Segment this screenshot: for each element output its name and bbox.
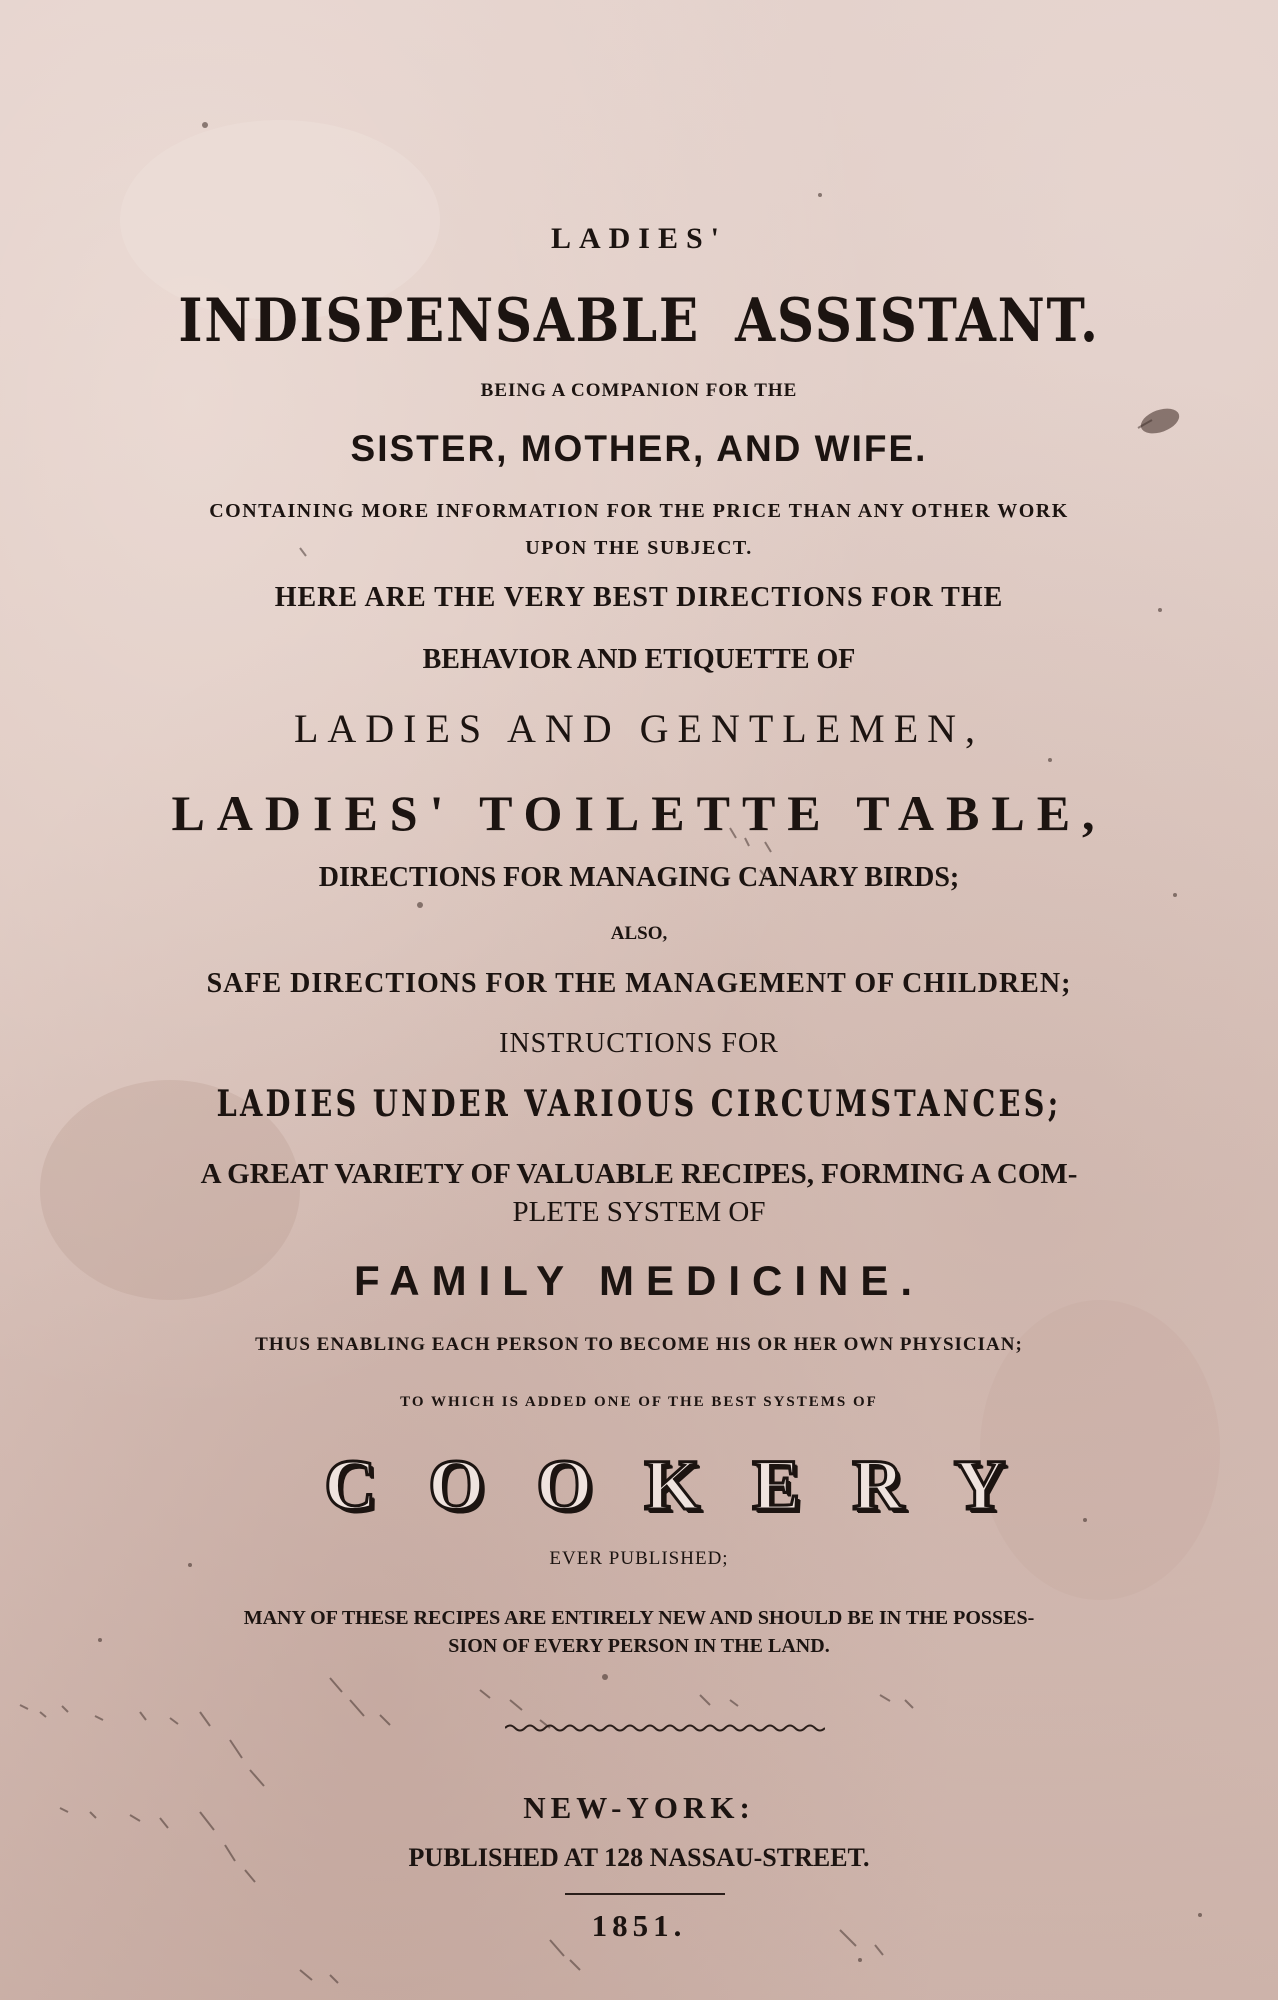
line-sister-mother-wife: SISTER, MOTHER, AND WIFE.: [350, 428, 928, 469]
imprint-city: NEW-YORK:: [523, 1790, 755, 1825]
line-family-medicine: FAMILY MEDICINE.: [353, 1257, 925, 1304]
line-ever-published: EVER PUBLISHED;: [549, 1548, 729, 1569]
line-ladies-under-circumstances: LADIES UNDER VARIOUS CIRCUMSTANCES;: [216, 1083, 1062, 1125]
line-ladies-and-gentlemen: LADIES AND GENTLEMEN,: [293, 706, 985, 751]
imprint-rule: [565, 1893, 725, 1895]
line-toilette-table: LADIES' TOILETTE TABLE,: [171, 785, 1107, 841]
line-best-directions: HERE ARE THE VERY BEST DIRECTIONS FOR THE: [274, 582, 1004, 613]
line-best-systems-of: TO WHICH IS ADDED ONE OF THE BEST SYSTEMS OF: [400, 1394, 878, 1410]
line-canary-birds: DIRECTIONS FOR MANAGING CANARY BIRDS;: [318, 862, 960, 893]
subtitle-ladies: LADIES': [550, 222, 728, 255]
line-complete-system: PLETE SYSTEM OF: [512, 1196, 766, 1228]
line-great-variety-recipes: A GREAT VARIETY OF VALUABLE RECIPES, FORMING A COM-: [200, 1158, 1078, 1190]
line-own-physician: THUS ENABLING EACH PERSON TO BECOME HIS OR HER OWN PHYSICIAN;: [255, 1334, 1023, 1355]
line-every-person: SION OF EVERY PERSON IN THE LAND.: [448, 1635, 830, 1657]
line-management-of-children: SAFE DIRECTIONS FOR THE MANAGEMENT OF CHILDREN;: [206, 968, 1072, 999]
line-cookery: COOKERY: [324, 1445, 1058, 1525]
line-being-companion: BEING A COMPANION FOR THE: [480, 380, 798, 401]
line-behavior-etiquette: BEHAVIOR AND ETIQUETTE OF: [422, 644, 856, 675]
line-upon-subject: UPON THE SUBJECT.: [525, 537, 753, 559]
line-also: ALSO,: [610, 923, 668, 944]
main-title: INDISPENSABLE ASSISTANT.: [178, 286, 1100, 356]
imprint-year: 1851.: [591, 1908, 687, 1943]
line-many-recipes-new: MANY OF THESE RECIPES ARE ENTIRELY NEW AND SHOULD BE IN THE POSSES-: [243, 1607, 1035, 1629]
line-instructions-for: INSTRUCTIONS FOR: [499, 1028, 779, 1059]
line-containing-information: CONTAINING MORE INFORMATION FOR THE PRICE THAN ANY OTHER WORK: [209, 500, 1069, 522]
imprint-publisher-address: PUBLISHED AT 128 NASSAU-STREET.: [408, 1843, 870, 1872]
decorative-wavy-rule: [505, 1722, 825, 1734]
